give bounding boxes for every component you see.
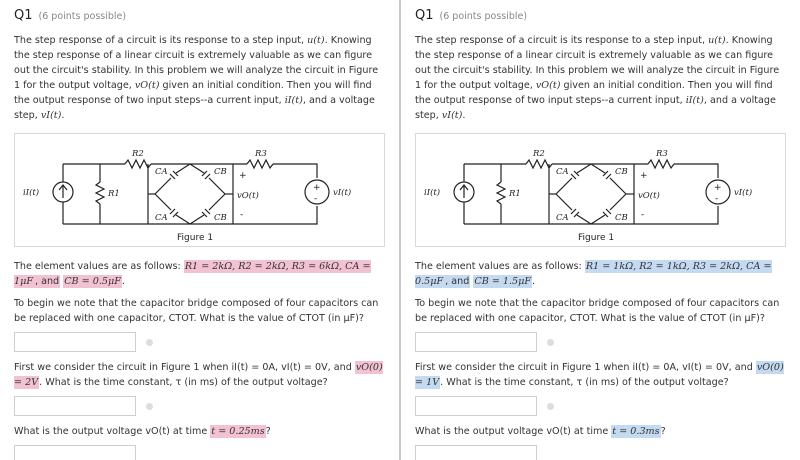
- answer-row-vo: [415, 445, 786, 460]
- label-cb-bottom: CB: [615, 213, 628, 223]
- answer-row-ctot: [14, 332, 385, 352]
- r2-resistor: [526, 160, 552, 168]
- intro-paragraph: The step response of a circuit is its response to a step input, u(t). Knowing the step response of a linear circuit is extremely valuable as we can figure out the circuit's stability. In this problem we will analyze the circuit in Figure 1 for the output voltage, vO(t) given an initial condition. Then you will find the output response of two input steps--a current input, iI(t), and a voltage step, vI(t).: [14, 35, 379, 121]
- label-r1: R1: [509, 189, 521, 199]
- question-header: [14, 8, 385, 23]
- question-number: Q1: [415, 8, 434, 23]
- r3-resistor: [648, 160, 674, 168]
- vo-answer-input[interactable]: [415, 445, 537, 460]
- label-vi: vI(t): [734, 188, 753, 198]
- svg-text:+: +: [714, 183, 722, 193]
- question-panel-right: [401, 0, 800, 460]
- element-values-highlight: R1 = 1kΩ, R2 = 1kΩ, R3 = 2kΩ, CA = 0.5μF: [415, 261, 772, 287]
- label-ca-top: CA: [556, 167, 569, 177]
- question-ctot-text: To begin we note that the capacitor bridge composed of four capacitors can be replaced with one capacitor, CTOT. What is the value of CTOT (in μF)?: [415, 298, 780, 324]
- label-vi: vI(t): [333, 188, 352, 198]
- svg-text:-: -: [240, 210, 244, 220]
- label-vo: vO(t): [638, 191, 660, 201]
- tau-answer-input[interactable]: [415, 396, 537, 416]
- question-number: Q1: [14, 8, 33, 23]
- answer-row-tau: [14, 396, 385, 416]
- label-ii: iI(t): [23, 188, 40, 198]
- label-ca-top: CA: [155, 167, 168, 177]
- status-dot: [547, 403, 554, 410]
- label-cb-top: CB: [214, 167, 227, 177]
- question-ctot-text: To begin we note that the capacitor bridge composed of four capacitors can be replaced with one capacitor, CTOT. What is the value of CTOT (in μF)?: [14, 298, 379, 324]
- circuit-diagram: [416, 134, 785, 246]
- question-vo-text: What is the output voltage vO(t) at time t = 0.3ms?: [415, 426, 666, 437]
- tau-answer-input[interactable]: [14, 396, 136, 416]
- svg-text:+: +: [313, 183, 321, 193]
- intro-paragraph: The step response of a circuit is its response to a step input, u(t). Knowing the step response of a linear circuit is extremely valuable as we can figure out the circuit's stability. In this problem we will analyze the circuit in Figure 1 for the output voltage, vO(t) given an initial condition. Then you will find the output response of two input steps--a current input, iI(t), and a voltage step, vI(t).: [415, 35, 780, 121]
- r1-resistor: [96, 182, 104, 204]
- label-cb-top: CB: [615, 167, 628, 177]
- figure-caption: Figure 1: [578, 233, 615, 243]
- answer-row-ctot: [415, 332, 786, 352]
- label-ca-bottom: CA: [556, 213, 569, 223]
- answer-row-vo: [14, 445, 385, 460]
- element-values-highlight: R1 = 2kΩ, R2 = 2kΩ, R3 = 6kΩ, CA = 1μF: [14, 261, 371, 287]
- label-vo: vO(t): [237, 191, 259, 201]
- question-tau-text: First we consider the circuit in Figure 1 when iI(t) = 0A, vI(t) = 0V, and vO(0) = 2V. What is the time constant, τ (in ms) of the output voltage?: [14, 362, 383, 388]
- label-r3: R3: [255, 149, 267, 159]
- question-header: [415, 8, 786, 23]
- label-r2: R2: [533, 149, 545, 159]
- element-values-text: The element values are as follows: R1 = 1kΩ, R2 = 1kΩ, R3 = 2kΩ, CA = 0.5μF , and CB = 1.5μF.: [415, 261, 772, 287]
- figure-caption: Figure 1: [177, 233, 214, 243]
- element-values-text: The element values are as follows: R1 = 2kΩ, R2 = 2kΩ, R3 = 6kΩ, CA = 1μF , and CB = 0.5μF.: [14, 261, 371, 287]
- label-r1: R1: [108, 189, 120, 199]
- svg-text:-: -: [715, 194, 719, 204]
- circuit-diagram: [15, 134, 384, 246]
- question-panel-left: [0, 0, 399, 460]
- points-possible: (6 points possible): [439, 11, 528, 22]
- svg-text:+: +: [239, 171, 247, 181]
- r3-resistor: [247, 160, 273, 168]
- label-ca-bottom: CA: [155, 213, 168, 223]
- label-r3: R3: [656, 149, 668, 159]
- question-vo-text: What is the output voltage vO(t) at time t = 0.25ms?: [14, 426, 271, 437]
- svg-text:-: -: [641, 210, 645, 220]
- status-dot: [146, 403, 153, 410]
- answer-row-tau: [415, 396, 786, 416]
- ctot-answer-input[interactable]: [415, 332, 537, 352]
- label-ii: iI(t): [424, 188, 441, 198]
- vo-answer-input[interactable]: [14, 445, 136, 460]
- circuit-figure: [415, 133, 786, 247]
- ctot-answer-input[interactable]: [14, 332, 136, 352]
- r2-resistor: [125, 160, 151, 168]
- question-tau-text: First we consider the circuit in Figure 1 when iI(t) = 0A, vI(t) = 0V, and vO(0) = 1V. What is the time constant, τ (in ms) of the output voltage?: [415, 362, 784, 388]
- svg-text:-: -: [314, 194, 318, 204]
- r1-resistor: [497, 182, 505, 204]
- points-possible: (6 points possible): [38, 11, 127, 22]
- svg-text:+: +: [640, 171, 648, 181]
- circuit-figure: [14, 133, 385, 247]
- status-dot: [146, 339, 153, 346]
- status-dot: [547, 339, 554, 346]
- label-r2: R2: [132, 149, 144, 159]
- label-cb-bottom: CB: [214, 213, 227, 223]
